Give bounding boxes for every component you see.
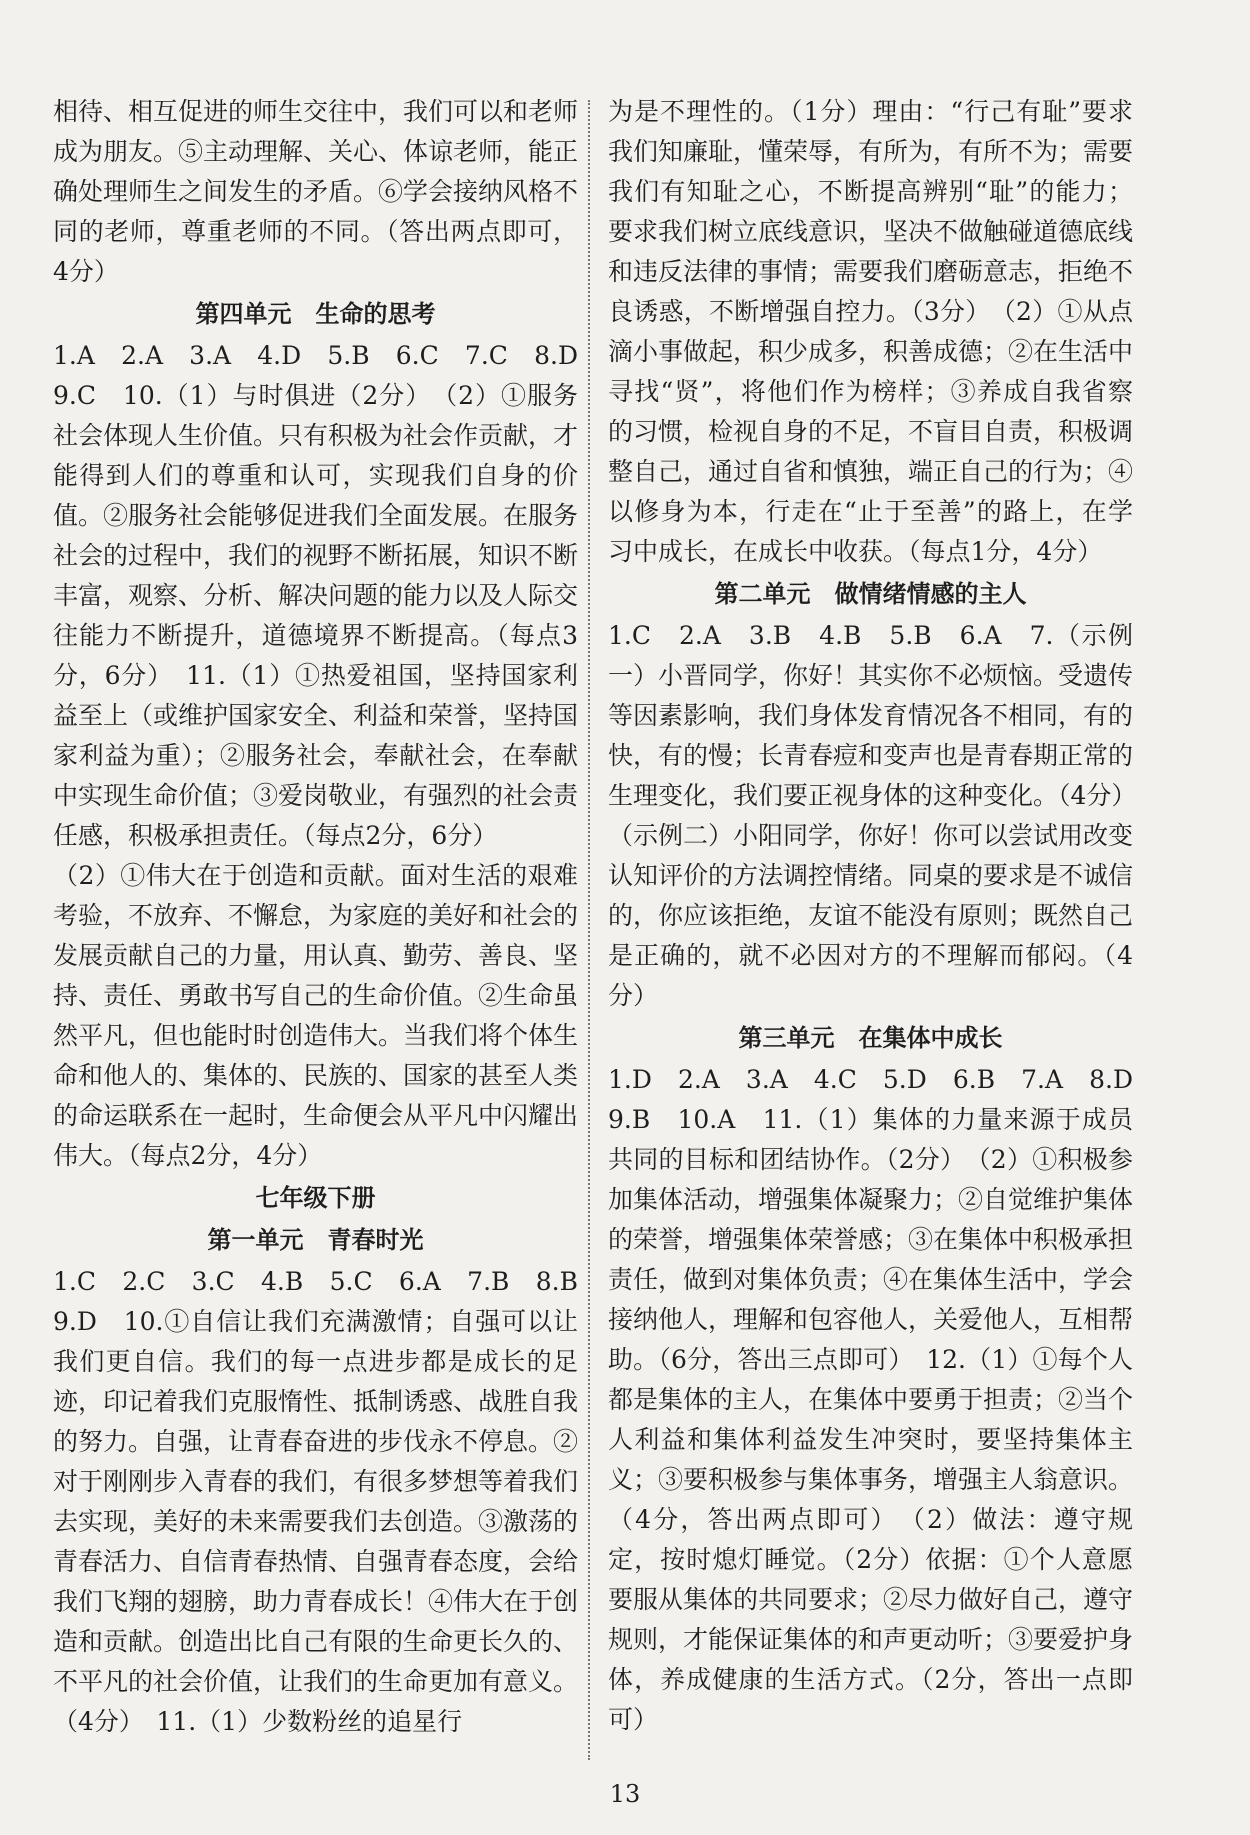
page-number: 13 <box>609 1780 641 1808</box>
right-para-0: 为是不理性的。（1分）理由：“行己有耻”要求我们知廉耻，懂荣辱，有所为，有所不为；需要我们有知耻之心，不断提高辨别“耻”的能力；要求我们树立底线意识，坚决不做触碰道德底线和违反法律的事情；需要我们磨砺意志，拒绝不良诱惑，不断增强自控力。（3分） （2）①从点滴小事做起，积少成多，积善成德；②在生活中寻找“贤”，将他们作为榜样；③养成自我省察的习惯，检视自身的不足，不盲目自责，积极调整自己，通过自省和慎独，端正自己的行为；④以修身为本，行走在“止于至善”的路上，在学习中成长，在成长中收获。（每点1分，4分） <box>608 97 1134 566</box>
grade-7-vol2-title: 七年级下册 <box>255 1184 376 1212</box>
unit-3-title: 第三单元 在集体中成长 <box>738 1024 1003 1052</box>
left-column <box>53 92 604 1742</box>
unit-1-title: 第一单元 青春时光 <box>207 1226 424 1254</box>
right-para-2: 1.C 2.A 3.B 4.B 5.B 6.A 7.（示例一）小晋同学，你好！其实你不必烦恼。受遗传等因素影响，我们身体发育情况各不相同，有的快，有的慢；长青春痘和变声也是青春期正常的生理变化，我们要正视身体的这种变化。（4分） <box>608 621 1137 810</box>
left-para-3: （2）①伟大在于创造和贡献。面对生活的艰难考验，不放弃、不懈怠，为家庭的美好和社会的发展贡献自己的力量，用认真、勤劳、善良、坚持、责任、勇敢书写自己的生命价值。②生命虽然平凡，但也能时时创造伟大。当我们将个体生命和他人的、集体的、民族的、国家的甚至人类的命运联系在一起时，生命便会从平凡中闪耀出伟大。（每点2分，4分） <box>53 861 579 1170</box>
left-para-2: 1.A 2.A 3.A 4.D 5.B 6.C 7.C 8.D 9.C 10.（1）与时俱进（2分） （2）①服务社会体现人生价值。只有积极为社会作贡献，才能得到人们的尊重和认可，实现我们自身的价值。②服务社会能够促进我们全面发展。在服务社会的过程中，我们的视野不断拓展，知识不断丰富，观察、分析、解决问题的能力以及人际交往能力不断提升，道德境界不断提高。（每点3分，6分） 11.（1）①热爱祖国，坚持国家利益至上（或维护国家安全、利益和荣誉，坚持国家利益为重）；②服务社会，奉献社会，在奉献中实现生命价值；③爱岗敬业，有强烈的社会责任感，积极承担责任。（每点2分，6分） <box>53 341 604 850</box>
right-column <box>608 92 1159 1740</box>
left-para-0: 相待、相互促进的师生交往中，我们可以和老师成为朋友。⑤主动理解、关心、体谅老师，能正确处理师生之间发生的矛盾。⑥学会接纳风格不同的老师，尊重老师的不同。（答出两点即可，4分） <box>53 97 579 286</box>
unit-2-title: 第二单元 做情绪情感的主人 <box>714 580 1027 608</box>
right-para-5: 1.D 2.A 3.A 4.C 5.D 6.B 7.A 8.D 9.B 10.A 11.（1）集体的力量来源于成员共同的目标和团结协作。（2分） （2）①积极参加集体活动，增强集体凝聚力；②自觉维护集体的荣誉，增强集体荣誉感；③在集体中积极承担责任，做到对集体负责；④在集体生活中，学会接纳他人，理解和包容他人，关爱他人，互相帮助。（6分，答出三点即可） 12.（1）①每个人都是集体的主人，在集体中要勇于担责；②当个人利益和集体利益发生冲突时，要坚持集体主义；③要积极参与集体事务，增强主人翁意识。（4分，答出两点即可） （2）做法：遵守规定，按时熄灯睡觉。（2分）依据：①个人意愿要服从集体的共同要求；②尽力做好自己，遵守规则，才能保证集体的和声更动听；③要爱护身体，养成健康的生活方式。（2分，答出一点即可） <box>608 1065 1159 1734</box>
right-para-3: （示例二）小阳同学，你好！你可以尝试用改变认知评价的方法调控情绪。同桌的要求是不诚信的，你应该拒绝，友谊不能没有原则；既然自己是正确的，就不必因对方的不理解而郁闷。（4分） <box>608 821 1134 1010</box>
left-para-6: 1.C 2.C 3.C 4.B 5.C 6.A 7.B 8.B 9.D 10.①自信让我们充满激情；自强可以让我们更自信。我们的每一点进步都是成长的足迹，印记着我们克服惰性、抵制诱惑、战胜自我的努力。自强，让青春奋进的步伐永不停息。②对于刚刚步入青春的我们，有很多梦想等着我们去实现，美好的未来需要我们去创造。③激荡的青春活力、自信青春热情、自强青春态度，会给我们飞翔的翅膀，助力青春成长！④伟大在于创造和贡献。创造出比自己有限的生命更长久的、不平凡的社会价值，让我们的生命更加有意义。（4分） 11.（1）少数粉丝的追星行 <box>53 1267 604 1736</box>
unit-4-title: 第四单元 生命的思考 <box>195 300 436 328</box>
column-divider <box>588 100 590 1760</box>
